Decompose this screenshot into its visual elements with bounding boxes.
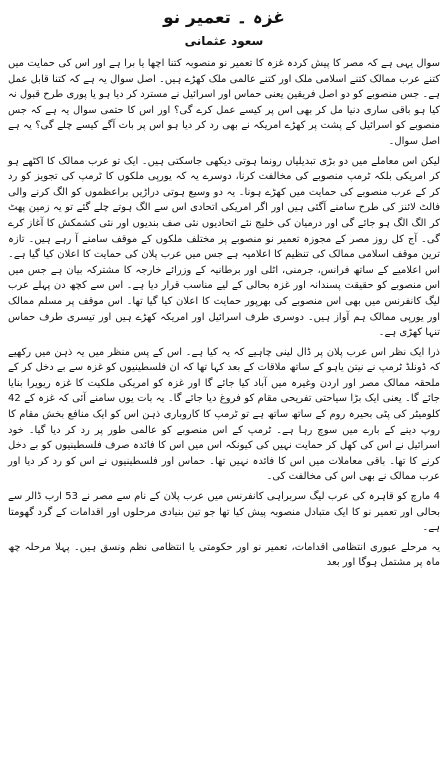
paragraph: سوال یہی ہے کہ مصر کا پیش کردہ غزہ کا تعمیر نو منصوبہ کتنا اچھا یا برا ہے اور اس کی حمایت میں کتنے عرب ممالک کتنے اسلامی ملک اور کتنے عالمی ملک کھڑے ہیں۔ اصل سوال یہ ہے کہ کتنا قابل عمل ہے۔ جس منصوبے کو دو اصل فریقین یعنی حماس اور اسرائیل نے مسترد کر دیا ہو یا پوری طرح قبول نہ کیا ہو باقی ساری دنیا مل کر بھی اس پر کیسے عمل کرے گی؟ اور اس کا حتمی سوال یہ ہے کہ جس منصوبے کو اسرائیل کے پشت پر کھڑے امریکہ نے بھی رد کر دیا ہو اس پر بات آگے کیسے چلے گی؟ یہ ہے اصل سوال۔ [8, 58, 440, 147]
article-body [8, 56, 440, 571]
paragraph: ذرا ایک نظر اس عرب پلان پر ڈال لینی چاہیے کہ یہ کیا ہے۔ اس کے پس منظر میں یہ ذہن میں رکھیے کہ ڈونلڈ ٹرمپ نے نیتن یاہو کے ساتھ ملاقات کے بعد کہا تھا کہ ان فلسطینیوں کو غزہ سے بے دخل کر کے ملحقہ ممالک مصر اور اردن وغیرہ میں آباد کیا جائے گا اور غزہ کو امریکی ملکیت کا غزہ ریویرا بنایا جائے گا۔ یعنی ایک بڑا سیاحتی تفریحی مقام کو فروغ دیا جائے گا۔ یہ بات یوں سامنے آئی کہ غزہ کے 42 کلومیٹر کی پٹی بحیرہ روم کے ساتھ ساتھ ہے تو ٹرمپ کا کاروباری ذہن اس کو ایک منافع بخش مقام کا روپ دینے کے بارے میں سوچ رہا ہے۔ ٹرمپ کے اس منصوبے کو عالمی طور پر رد کر دیا گیا۔ خود اسرائیل نے اس کی کھل کر حمایت نہیں کی کیونکہ اس میں اس کا فائدہ صرف فلسطینیوں کو بے دخل کرنے کا تھا۔ باقی معاملات میں اس کا فائدہ نہیں تھا۔ حماس اور فلسطینیوں نے اس کو رد کر دیا اور عرب ممالک نے بھی اس کی مخالفت کی۔ [8, 346, 440, 483]
paragraph: یہ مرحلے عبوری انتظامی اقدامات، تعمیر نو اور حکومتی یا انتظامی نظم ونسق ہیں۔ پہلا مرحلہ چھ ماہ پر مشتمل ہوگا اور بعد [8, 541, 440, 569]
paragraph: 4 مارچ کو قاہرہ کی عرب لیگ سربراہی کانفرنس میں عرب پلان کے نام سے مصر نے 53 ارب ڈالر سے بحالی اور تعمیر نو کا ایک متبادل منصوبہ پیش کیا تھا جو تین بنیادی مرحلوں اور اقدامات کے گرد گھومتا ہے۔ [8, 491, 441, 534]
article-title: غزہ ۔ تعمیر نو [163, 8, 285, 28]
paragraph: لیکن اس معاملے میں دو بڑی تبدیلیاں رونما ہوتی دیکھی جاسکتی ہیں۔ ایک تو عرب ممالک کا اکٹھے ہو کر امریکی بلکہ ٹرمپ منصوبے کی مخالفت کرنا، دوسرے یہ کہ یورپی ملکوں کا ٹرمپ کی تجویز کو رد کر کے عرب منصوبے کی حمایت میں کھڑے ہونا۔ یہ دو وسیع ہوتی دراڑیں براعظموں کو الگ کرنے والی فالٹ لائنز کی طرح سامنے آگئی ہیں اور اگر امریکی اتحادی اس سے الگ ہوتے چلے گئے تو یہ زمین پھٹ کر الگ الگ ہو جائے گی اور درمیان کی خلیج نئے اتحادیوں نئی صف بندیوں اور نئی کشمکش کا آغاز کرے گی۔ آج کل روز مصر کے مجوزہ تعمیر نو منصوبے پر مختلف ملکوں کے موقف سامنے آ رہے ہیں۔ تازہ ترین موقف اسلامی ممالک کی تنظیم کا اعلامیہ ہے جس میں عرب پلان کی حمایت کا اعلان کیا گیا ہے۔ اس اعلامیے کے ساتھ فرانس، جرمنی، اٹلی اور برطانیہ کے وزرائے خارجہ کا مشترکہ بیان ہے جس میں اس منصوبے کو حقیقت پسندانہ اور غزہ بحالی کے لیے مناسب قرار دیا ہے۔ اس سے کچھ دن پہلے عرب لیگ کانفرنس میں بھی اس منصوبے کی بھرپور حمایت کا اعلان کیا گیا تھا۔ اس موقف پر مسلم ممالک اور یورپی ممالک ہم آواز ہیں۔ دوسری طرف اسرائیل اور امریکہ کھڑے ہیں اور تیسری طرف حماس تنہا کھڑی ہے۔ [8, 155, 440, 339]
article-author: سعود عثمانی [184, 34, 264, 48]
